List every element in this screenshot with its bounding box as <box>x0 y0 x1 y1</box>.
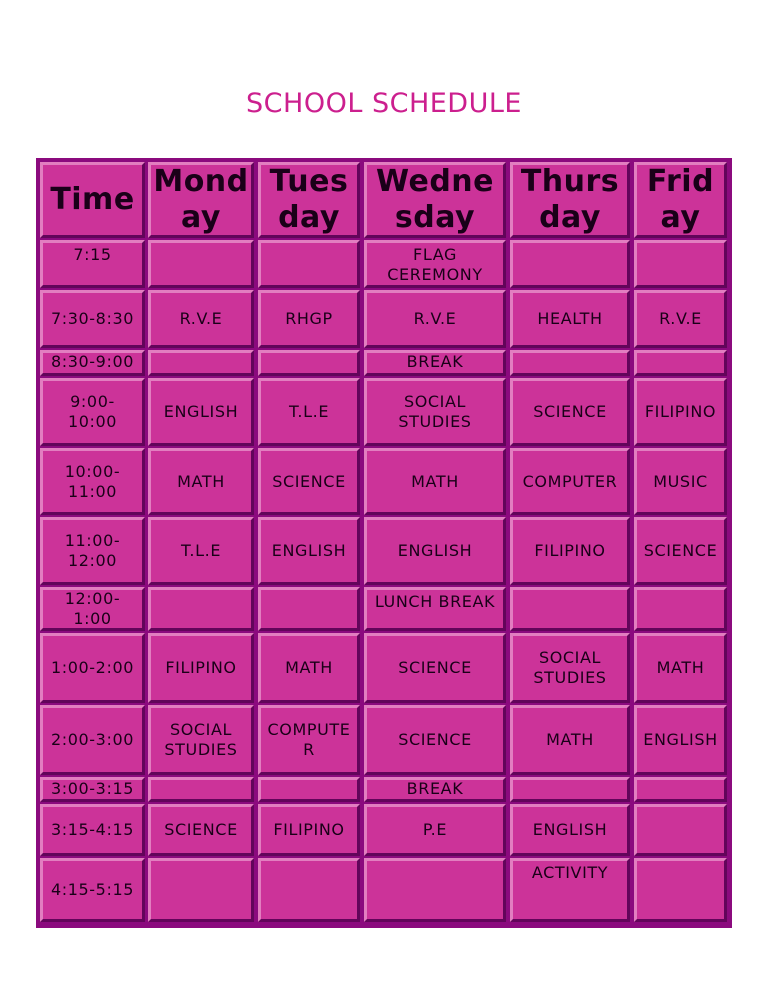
cell-thursday: ENGLISH <box>510 804 630 856</box>
cell-friday <box>634 587 727 631</box>
cell-tuesday: MATH <box>258 633 360 703</box>
cell-time: 3:15-4:15 <box>40 804 145 856</box>
cell-thursday: SCIENCE <box>510 378 630 446</box>
cell-monday: ENGLISH <box>148 378 254 446</box>
cell-time: 4:15-5:15 <box>40 858 145 922</box>
cell-wednesday: MATH <box>364 448 506 515</box>
cell-wednesday: BREAK <box>364 777 506 802</box>
page-title: SCHOOL SCHEDULE <box>246 88 522 119</box>
cell-tuesday: T.L.E <box>258 378 360 446</box>
cell-tuesday <box>258 350 360 376</box>
cell-thursday: MATH <box>510 705 630 775</box>
header-time: Time <box>40 162 145 238</box>
cell-monday <box>148 858 254 922</box>
cell-tuesday: ENGLISH <box>258 517 360 585</box>
header-monday: Mond ay <box>148 162 254 238</box>
cell-tuesday <box>258 777 360 802</box>
cell-time: 8:30-9:00 <box>40 350 145 376</box>
cell-time: 10:00- 11:00 <box>40 448 145 515</box>
header-wednesday: Wedne sday <box>364 162 506 238</box>
cell-monday <box>148 587 254 631</box>
cell-friday: ENGLISH <box>634 705 727 775</box>
cell-time: 1:00-2:00 <box>40 633 145 703</box>
cell-tuesday <box>258 240 360 288</box>
cell-time: 9:00- 10:00 <box>40 378 145 446</box>
cell-friday <box>634 240 727 288</box>
cell-wednesday: SCIENCE <box>364 705 506 775</box>
cell-wednesday: ENGLISH <box>364 517 506 585</box>
cell-tuesday <box>258 858 360 922</box>
cell-monday: FILIPINO <box>148 633 254 703</box>
cell-wednesday: BREAK <box>364 350 506 376</box>
cell-thursday <box>510 777 630 802</box>
cell-monday <box>148 350 254 376</box>
cell-monday: R.V.E <box>148 290 254 348</box>
cell-thursday: FILIPINO <box>510 517 630 585</box>
cell-friday: MUSIC <box>634 448 727 515</box>
cell-tuesday: FILIPINO <box>258 804 360 856</box>
cell-wednesday: SCIENCE <box>364 633 506 703</box>
cell-time: 7:15 <box>40 240 145 288</box>
cell-wednesday: FLAG CEREMONY <box>364 240 506 288</box>
cell-monday: SCIENCE <box>148 804 254 856</box>
cell-monday: MATH <box>148 448 254 515</box>
cell-monday: T.L.E <box>148 517 254 585</box>
cell-tuesday: COMPUTE R <box>258 705 360 775</box>
cell-thursday <box>510 350 630 376</box>
cell-time: 7:30-8:30 <box>40 290 145 348</box>
cell-thursday: SOCIAL STUDIES <box>510 633 630 703</box>
cell-friday <box>634 804 727 856</box>
schedule-table <box>36 158 732 928</box>
cell-wednesday <box>364 858 506 922</box>
cell-friday: SCIENCE <box>634 517 727 585</box>
cell-tuesday <box>258 587 360 631</box>
cell-time: 12:00- 1:00 <box>40 587 145 631</box>
header-thursday: Thurs day <box>510 162 630 238</box>
cell-time: 3:00-3:15 <box>40 777 145 802</box>
cell-friday: FILIPINO <box>634 378 727 446</box>
cell-tuesday: SCIENCE <box>258 448 360 515</box>
cell-friday <box>634 350 727 376</box>
header-friday: Frid ay <box>634 162 727 238</box>
cell-thursday <box>510 587 630 631</box>
cell-tuesday: RHGP <box>258 290 360 348</box>
cell-time: 2:00-3:00 <box>40 705 145 775</box>
cell-thursday <box>510 240 630 288</box>
cell-thursday: ACTIVITY <box>510 858 630 922</box>
cell-wednesday: LUNCH BREAK <box>364 587 506 631</box>
cell-monday: SOCIAL STUDIES <box>148 705 254 775</box>
header-tuesday: Tues day <box>258 162 360 238</box>
cell-wednesday: P.E <box>364 804 506 856</box>
cell-monday <box>148 777 254 802</box>
cell-thursday: COMPUTER <box>510 448 630 515</box>
cell-time: 11:00- 12:00 <box>40 517 145 585</box>
cell-friday <box>634 858 727 922</box>
cell-friday <box>634 777 727 802</box>
cell-thursday: HEALTH <box>510 290 630 348</box>
cell-friday: R.V.E <box>634 290 727 348</box>
cell-wednesday: R.V.E <box>364 290 506 348</box>
cell-wednesday: SOCIAL STUDIES <box>364 378 506 446</box>
cell-monday <box>148 240 254 288</box>
cell-friday: MATH <box>634 633 727 703</box>
